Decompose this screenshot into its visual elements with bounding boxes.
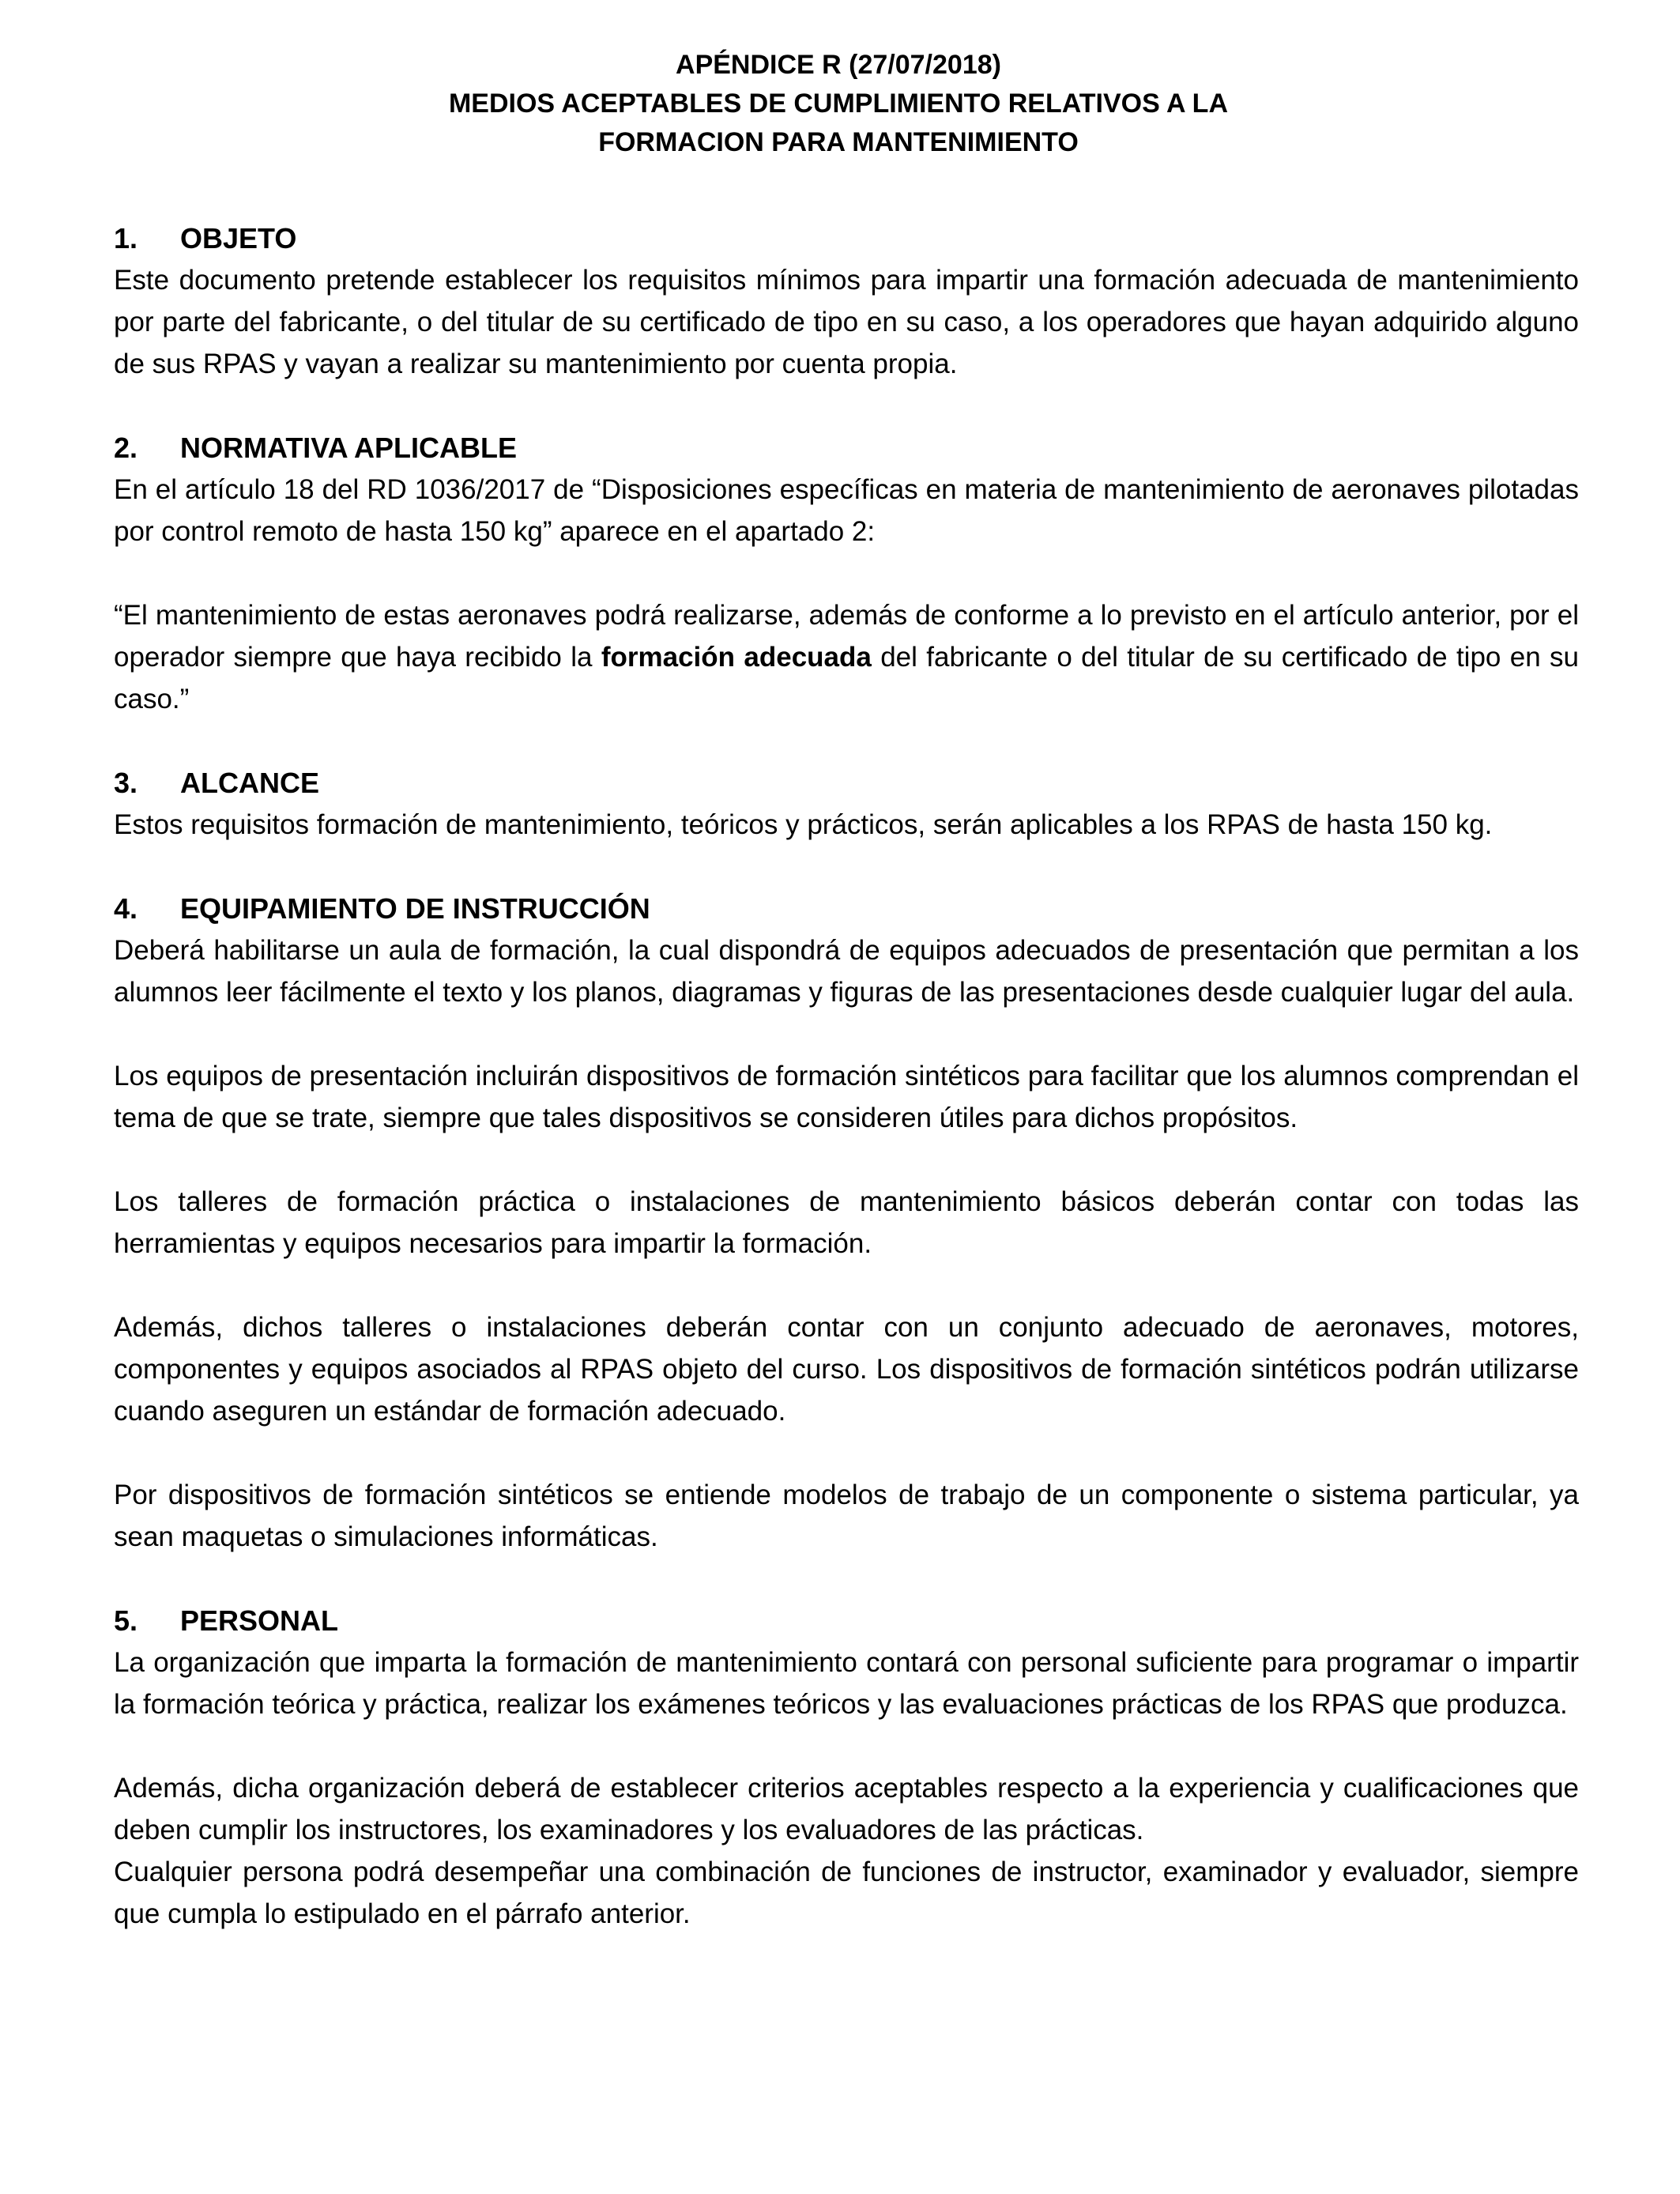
quote-bold-text: formación adecuada: [601, 642, 872, 673]
section-2-heading: [114, 427, 1579, 469]
title-line-1: APÉNDICE R (27/07/2018): [676, 50, 1001, 80]
section-3-title: ALCANCE: [180, 767, 319, 799]
section-1-paragraph: Este documento pretende establecer los requisitos mínimos para impartir una formación adecuada de mantenimiento por parte del fabricante, o del titular de su certificado de tipo en su caso, a los operadores que hayan adquirido alguno de sus RPAS y vayan a realizar su mantenimiento por cuenta propia.: [114, 265, 1579, 379]
quote-text-before: “El mantenimiento de estas aeronaves podrá realizarse, además de conforme a lo previsto en el artículo anterior, por el operador siempre que haya recibido la: [114, 600, 1579, 673]
title-line-3: FORMACION PARA MANTENIMIENTO: [598, 127, 1079, 157]
section-1-title: OBJETO: [180, 222, 297, 254]
section-3-number: 3.: [114, 767, 138, 799]
quote-text-after: del fabricante o del titular de su certificado de tipo en su caso.”: [114, 642, 1579, 714]
section-4-paragraph-4: Además, dichos talleres o instalaciones deberán contar con un conjunto adecuado de aeronaves, motores, componentes y equipos asociados al RPAS objeto del curso. Los dispositivos de formación sintéticos podrán utilizarse cuando aseguren un estándar de formación adecuado.: [114, 1312, 1579, 1427]
title-line-2: MEDIOS ACEPTABLES DE CUMPLIMIENTO RELATIVOS A LA: [448, 89, 1229, 119]
section-5-paragraph-1: La organización que imparta la formación de mantenimiento contará con personal suficiente para programar o impartir la formación teórica y práctica, realizar los exámenes teóricos y las evaluaciones prácticas de los RPAS que produzca.: [114, 1647, 1579, 1720]
section-2-title: NORMATIVA APLICABLE: [180, 432, 517, 464]
section-1-number: 1.: [114, 222, 138, 254]
section-5-paragraph-2a: Además, dicha organización deberá de establecer criterios aceptables respecto a la experiencia y cualificaciones que deben cumplir los instructores, los examinadores y los evaluadores de las prácticas.: [114, 1773, 1579, 1845]
section-4-title: EQUIPAMIENTO DE INSTRUCCIÓN: [180, 892, 650, 925]
section-5-number: 5.: [114, 1604, 138, 1637]
section-5-heading: [114, 1600, 1579, 1642]
section-4-number: 4.: [114, 892, 138, 925]
section-5-title: PERSONAL: [180, 1604, 339, 1637]
section-4-paragraph-5: Por dispositivos de formación sintéticos se entiende modelos de trabajo de un componente o sistema particular, ya sean maquetas o simulaciones informáticas.: [114, 1480, 1579, 1552]
section-3-paragraph: Estos requisitos formación de mantenimiento, teóricos y prácticos, serán aplicables a los RPAS de hasta 150 kg.: [114, 809, 1493, 840]
section-4-paragraph-1: Deberá habilitarse un aula de formación, la cual dispondrá de equipos adecuados de presentación que permitan a los alumnos leer fácilmente el texto y los planos, diagramas y figuras de las presentaciones desde cualquier lugar del aula.: [114, 935, 1579, 1008]
section-4-paragraph-2: Los equipos de presentación incluirán dispositivos de formación sintéticos para facilitar que los alumnos comprendan el tema de que se trate, siempre que tales dispositivos se consideren útiles para dichos propósitos.: [114, 1061, 1579, 1133]
document-title: [98, 46, 1579, 162]
section-4-heading: [114, 888, 1579, 929]
section-4-paragraph-3: Los talleres de formación práctica o instalaciones de mantenimiento básicos deberán contar con todas las herramientas y equipos necesarios para impartir la formación.: [114, 1186, 1579, 1259]
section-2-paragraph: En el artículo 18 del RD 1036/2017 de “Disposiciones específicas en materia de mantenimiento de aeronaves pilotadas por control remoto de hasta 150 kg” aparece en el apartado 2:: [114, 474, 1579, 547]
section-3-heading: [114, 762, 1579, 804]
section-2-quote: [114, 594, 1579, 720]
section-2-number: 2.: [114, 432, 138, 464]
section-1-heading: [114, 217, 1579, 259]
section-5-paragraph-2b: Cualquier persona podrá desempeñar una combinación de funciones de instructor, examinador y evaluador, siempre que cumpla lo estipulado en el párrafo anterior.: [114, 1857, 1579, 1929]
